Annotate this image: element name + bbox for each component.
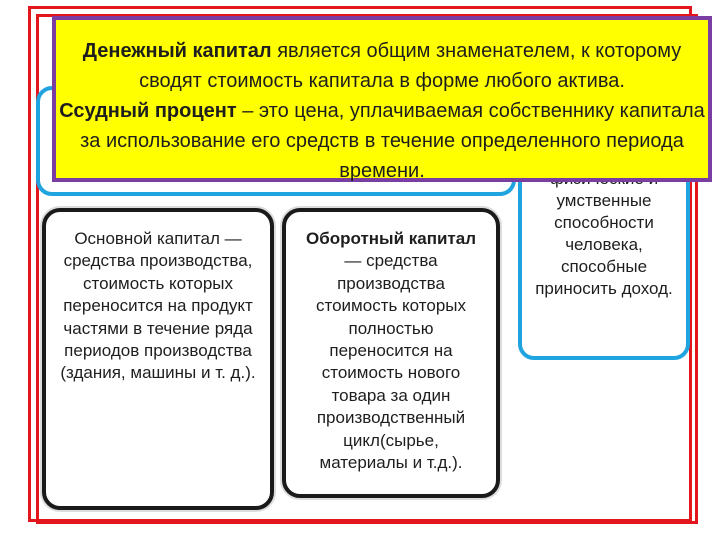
loan-interest-text: – это цена, уплачиваемая собственнику капитала за использование его средств в течение определенного периода времени. xyxy=(80,100,705,182)
money-capital-term: Денежный капитал xyxy=(82,40,272,62)
fixed-capital-term: Основной капитал xyxy=(74,229,220,248)
fixed-capital-card xyxy=(42,208,274,510)
definition-callout xyxy=(52,16,712,182)
working-capital-term: Оборотный капитал xyxy=(306,229,476,248)
money-capital-text: является общим знаменателем, к которому сводят стоимость капитала в форме любого актива. xyxy=(139,40,682,92)
working-capital-text: — средства производства стоимость которых полностью переносится на стоимость нового товара за один производственный цикл(сырье, материалы и т.д.). xyxy=(316,251,466,473)
working-capital-card xyxy=(282,208,500,498)
fixed-capital-text: — средства производства, стоимость которых переносится на продукт частями в течение ряда периодов производства (здания, машины и т. д.). xyxy=(60,229,256,383)
loan-interest-term: Ссудный процент xyxy=(59,100,237,122)
human-capital-text: умственные способности человека, способные приносить доход. xyxy=(535,191,673,298)
